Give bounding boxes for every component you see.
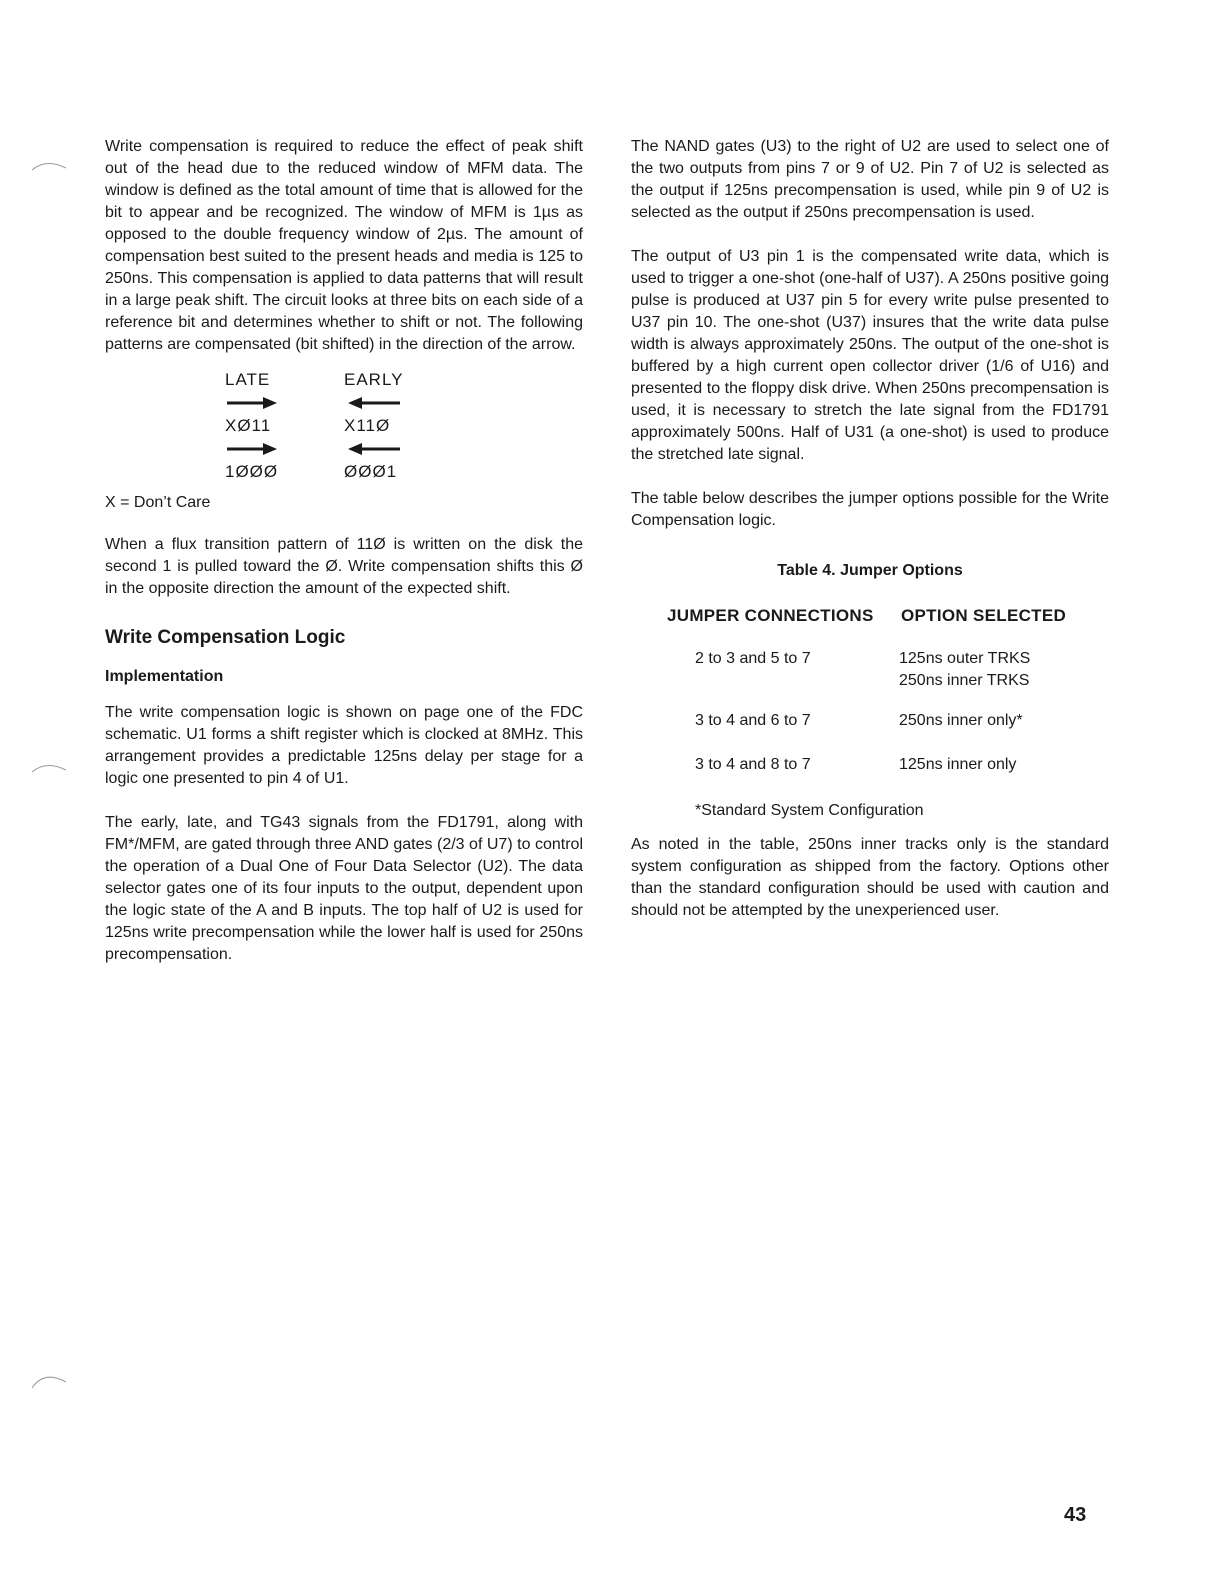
left-column [105,136,583,966]
table-row [631,754,1109,798]
column-header: OPTION SELECTED [901,606,1067,625]
margin-mark [30,760,70,776]
subsection-title: Implementation [105,668,224,685]
right-arrow-icon [225,438,281,460]
paragraph-flux: When a flux transition pattern of 11Ø is written on the disk the second 1 is pulled toward the Ø. Write compensation shifts this Ø in the opposite direction the amount of the expected shift. [105,536,583,597]
dont-care-note: X = Don’t Care [105,494,211,511]
table-caption: Table 4. Jumper Options [777,562,963,579]
option-selected: 125ns outer TRKS 250ns inner TRKS [899,650,1031,689]
margin-mark [30,158,70,174]
paragraph-intro: Write compensation is required to reduce the effect of peak shift out of the head due to the reduced window of MFM data. The window is defined as the total amount of time that is allowed for the bit to appear and be recognized. The window of MFM is 1µs as opposed to the double frequency window of 2µs. The amount of compensation best suited to the present heads and media is 125 to 250ns. This compensation is applied to data patterns that will result in a large peak shift. The circuit looks at three bits on each side of a reference bit and determines whether to shift or not. The following patterns are compensated (bit shifted) in the direction of the arrow. [105,138,583,353]
jumper-connection: 2 to 3 and 5 to 7 [695,650,811,667]
paragraph-implementation: The write compensation logic is shown on page one of the FDC schematic. U1 forms a shift register which is clocked at 8MHz. This arrangement provides a predictable 125ns delay per stage for a logic one presented to pin 4 of U1. [105,704,583,787]
jumper-connection: 3 to 4 and 6 to 7 [695,712,811,729]
early-pattern: ØØØ1 [344,462,398,481]
paragraph-oneshot: The output of U3 pin 1 is the compensated write data, which is used to trigger a one-shot (one-half of U37). A 250ns positive going pulse is produced at U37 pin 5 for every write pulse presented to U37 pin 10. The one-shot (U37) insures that the write data pulse width is always approximately 250ns. The output of the one-shot is buffered by a high current open collector driver (1/6 of U16) and presented to the floppy disk drive. When 250ns precompensation is used, it is necessary to stretch the late signal from the FD1791 approximately 500ns. Half of U31 (a one-shot) is used to produce the stretched late signal. [631,248,1109,463]
paragraph-nand: The NAND gates (U3) to the right of U2 are used to select one of the two outputs from pins 7 or 9 of U2. Pin 7 of U2 is selected as the output if 125ns precompensation is used, while pin 9 of U2 is selected as the output if 250ns precompensation is used. [631,138,1109,221]
paragraph-table-intro: The table below describes the jumper options possible for the Write Compensation logic. [631,490,1109,529]
page-number: 43 [1064,1504,1087,1526]
column-header: JUMPER CONNECTIONS [667,606,874,625]
jumper-table [631,604,1109,834]
jumper-connection: 3 to 4 and 8 to 7 [695,756,811,773]
early-column [344,368,464,484]
right-arrow-icon [225,392,281,414]
option-selected: 250ns inner only* [899,712,1023,729]
late-label: LATE [225,370,271,389]
late-pattern: XØ11 [225,416,272,435]
table-row [631,648,1109,692]
late-pattern: 1ØØØ [225,462,279,481]
margin-mark [30,1370,70,1392]
left-arrow-icon [344,438,404,460]
early-label: EARLY [344,370,404,389]
paragraph-gates: The early, late, and TG43 signals from the FD1791, along with FM*/MFM, are gated through three AND gates (2/3 of U7) to control the operation of a Dual One of Four Data Selector (U2). The data selector gates one of its four inputs to the output, dependent upon the logic state of the A and B inputs. The top half of U2 is used for 125ns write precompensation while the lower half is used for 250ns precompensation. [105,814,583,963]
paragraph-standard-config: As noted in the table, 250ns inner tracks only is the standard system configuration as shipped from the factory. Options other than the standard configuration should be used with caution and should not be attempted by the unexperienced user. [631,836,1109,919]
table-row [631,710,1109,754]
table-footnote: *Standard System Configuration [695,802,924,819]
option-selected: 125ns inner only [899,756,1017,773]
early-pattern: X11Ø [344,416,391,435]
section-title: Write Compensation Logic [105,627,346,648]
right-column [631,136,1109,922]
late-column [225,368,345,484]
compensation-patterns [105,368,583,488]
left-arrow-icon [344,392,404,414]
